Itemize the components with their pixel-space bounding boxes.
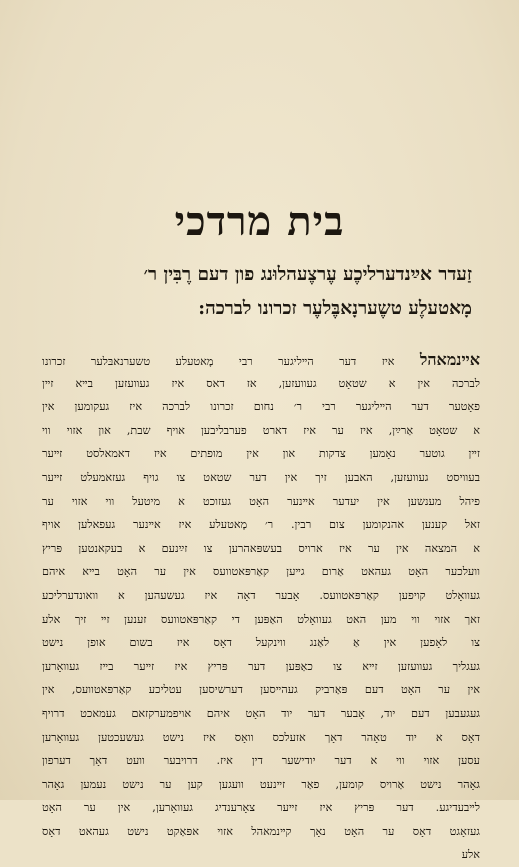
body-line-first: אײנמאהל איז דער הײליגער רבי מָאטעלע טשערנאבּלער זכרונו: [42, 350, 480, 369]
body-line: געגעבען דעם יוד, אָבער דער יוד האָט איהם אויפמערקזאם געמאכט דרויף: [42, 706, 480, 720]
body-line: געזאָגט דאָס ער האָט נאָך קײנמאהל אזוי אפּאַקט נישט געהאט דאָס: [42, 824, 480, 838]
body-line: געוואָלט קויפען קאַרפּאטוועס. אָבער דאָה איז געשעהען א וואונדערליכע: [42, 588, 480, 602]
body-line: וועלכער האָט געהאט אַרום גײען קאַרפּאטוועס אין ער האָט בײא איהם: [42, 565, 480, 579]
body-text: [42, 348, 480, 867]
body-line: לברכה אין א שטאָט געוועזען, אז דאס איז געוועזען בײא זײן: [42, 376, 480, 390]
body-line: א שטאָט אַרײַן, איז ער איז דארט פערבליבען אויף שבת, און אזוי ווי: [42, 423, 480, 437]
body-line: בעוויסט געוועזען, האבען זיך אין דער שטאט צו גויף געזאמעלט זײער: [42, 470, 480, 484]
body-line: זאל קענען אהנקומען צום רבין. ר׳ מָאטעלע איז אײנער געפאלען אויף: [42, 518, 480, 532]
body-line: זאך אזוי ווי מען האט געוואָלט האַפּען די קאַרפּאטוועס זענען זײ זיך אלע: [42, 612, 480, 626]
subtitle-line: מָאטעלֶע טשֶערנָאבֶּלעֶר זכרונו לברכה:: [198, 298, 472, 319]
catchword: אלע: [461, 848, 480, 862]
page-title: בית מרדכי: [174, 198, 345, 245]
body-line: פיהל מענשען אין יעדער אײנער האָט געזוכט א מיטעל ווי אזוי ער: [42, 494, 480, 508]
body-line: עסען אזוי ווי א דער יודישער דין איז. דרויבער וועט דאָך דערפון: [42, 754, 480, 768]
body-line: אין ער האָט דעם פּאַרביק געהײסען דערשיסען עטליכע קאַרפּאטוועס, אין: [42, 683, 480, 697]
body-line: דאָס א יוד טאָהר דאָך אזעלכס וואָס איז נישט געשעכטען געוואָרען: [42, 730, 480, 744]
chapter-subtitle: [52, 258, 472, 326]
lead-word: אײנמאהל: [419, 350, 480, 369]
body-line: זײן גוטער נאָמען צדקות און אין מופתים איז דאמאלסט זײער: [42, 447, 480, 461]
body-line: א המצאה אין ער איז ארויס בעשפּאהרען צו זײַנעם א בעקאנטען פּריץ: [42, 541, 480, 555]
body-line: געגליך געוועזען זײא צו כאַפּען דער פּריץ איז זײער בײז געוואָרען: [42, 659, 480, 673]
body-line: פאָטער דער הײליגער רבי ר׳ נחום זכרונו לברכה איז געקומען אין: [42, 400, 480, 414]
subtitle-line: זַעדר אײַנדערליכֶע עֶרצֶעהלוּנג פון דעם רֶבִּין ר׳: [143, 264, 472, 285]
body-line: גאָהר נישט אַרויס קומען, פאַר זײנעט וועגען קען ער נישט נעמען גאָהר: [42, 777, 480, 791]
body-line: צו לאָפען אין אַ לאַנג ווינקעל דאָס איז בשום אופן נישט: [42, 636, 480, 650]
body-line: לײבעדיגע. דער פּריץ איז זײער צאָרענדיג געוואָרען, אין ער האָט: [42, 801, 480, 815]
